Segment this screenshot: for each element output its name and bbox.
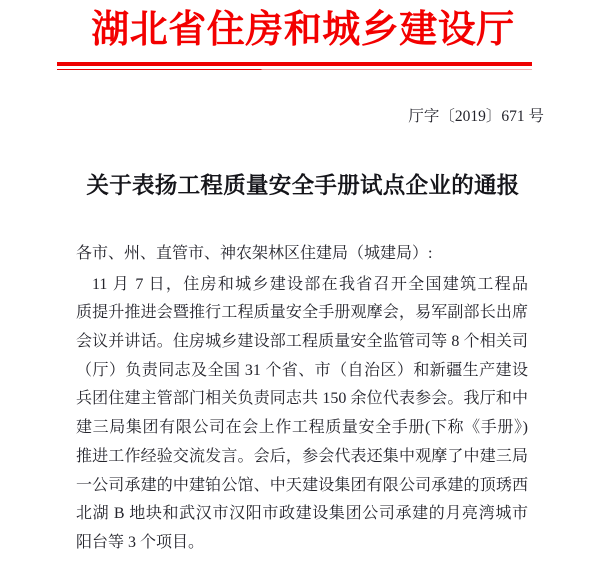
body-line: 11 月 7 日，住房和城乡建设部在我省召开全国建筑工程品: [92, 275, 528, 293]
body-line: 质提升推进会暨推行工程质量安全手册观摩会，易军副部长出席: [76, 304, 528, 322]
salutation: 各市、州、直管市、神农架林区住建局（城建局）:: [76, 245, 433, 262]
red-divider: [57, 62, 532, 70]
red-divider-thick-line: [57, 62, 532, 66]
body-line: 会议并讲话。住房城乡建设部工程质量安全监管司等 8 个相关司: [76, 333, 528, 351]
body-paragraph: [76, 271, 528, 558]
body-line: 阳台等 3 个项目。: [76, 533, 205, 551]
document-body: [76, 240, 528, 558]
document-title: 关于表扬工程质量安全手册试点企业的通报: [86, 173, 520, 198]
body-line: 推进工作经验交流发言。会后，参会代表还集中观摩了中建三局: [76, 447, 528, 465]
doc-number: 厅字〔2019〕671 号: [408, 108, 544, 125]
red-divider-thin-line: [57, 69, 532, 71]
body-line: 北湖 B 地块和武汉市汉阳市政建设集团公司承建的月亮湾城市: [76, 505, 528, 523]
body-line: 兵团住建主管部门相关负责同志共 150 余位代表参会。我厅和中: [76, 390, 528, 408]
body-line: （厅）负责同志及全国 31 个省、市（自治区）和新疆生产建设: [76, 361, 528, 379]
body-line: 建三局集团有限公司在会上作工程质量安全手册(下称《手册》): [76, 419, 528, 437]
agency-title: 湖北省住房和城乡建设厅: [91, 9, 515, 51]
body-line: 一公司承建的中建铂公馆、中天建设集团有限公司承建的顶琇西: [76, 476, 528, 494]
